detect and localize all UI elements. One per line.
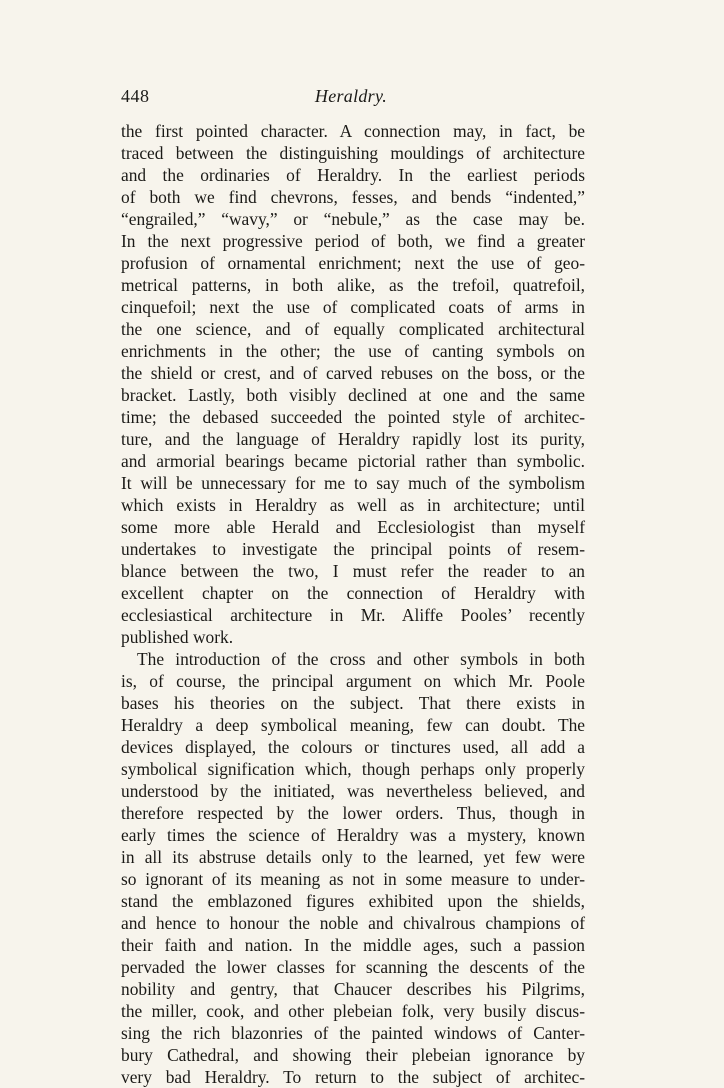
text-line: bracket. Lastly, both visibly declined at one and the same [121, 385, 585, 405]
text-line: the miller, cook, and other plebeian folk, very busily discus- [121, 1001, 585, 1021]
text-line: therefore respected by the lower orders. Thus, though in [121, 803, 585, 823]
text-line: and hence to honour the noble and chivalrous champions of [121, 913, 585, 933]
text-line: ture, and the language of Heraldry rapidly lost its purity, [121, 429, 585, 449]
text-line: metrical patterns, in both alike, as the trefoil, quatrefoil, [121, 275, 585, 295]
text-line: devices displayed, the colours or tinctures used, all add a [121, 737, 585, 757]
text-line: symbolical signification which, though perhaps only properly [121, 759, 585, 779]
text-line: early times the science of Heraldry was a mystery, known [121, 825, 585, 845]
text-line: and the ordinaries of Heraldry. In the earliest periods [121, 165, 585, 185]
text-line: excellent chapter on the connection of Heraldry with [121, 583, 585, 603]
text-line: profusion of ornamental enrichment; next the use of geo- [121, 253, 585, 273]
text-line: understood by the initiated, was nevertheless believed, and [121, 781, 585, 801]
text-line: The introduction of the cross and other symbols in both [137, 649, 585, 669]
text-line: undertakes to investigate the principal points of resem- [121, 539, 585, 559]
text-line: the first pointed character. A connection may, in fact, be [121, 121, 585, 141]
text-line: Heraldry a deep symbolical meaning, few can doubt. The [121, 715, 585, 735]
text-line: so ignorant of its meaning as not in some measure to under- [121, 869, 585, 889]
text-line: blance between the two, I must refer the reader to an [121, 561, 585, 581]
text-line: bury Cathedral, and showing their plebeian ignorance by [121, 1045, 585, 1065]
text-line: their faith and nation. In the middle ages, such a passion [121, 935, 585, 955]
text-line: and armorial bearings became pictorial rather than symbolic. [121, 451, 585, 471]
text-line: enrichments in the other; the use of canting symbols on [121, 341, 585, 361]
text-line: It will be unnecessary for me to say much of the symbolism [121, 473, 585, 493]
text-line: traced between the distinguishing mouldings of architecture [121, 143, 585, 163]
text-line: of both we find chevrons, fesses, and bends “indented,” [121, 187, 585, 207]
text-line: sing the rich blazonries of the painted windows of Canter- [121, 1023, 585, 1043]
text-line: the one science, and of equally complicated architectural [121, 319, 585, 339]
text-line: is, of course, the principal argument on which Mr. Poole [121, 671, 585, 691]
text-line: published work. [121, 627, 234, 647]
running-title: Heraldry. [314, 86, 388, 106]
text-line: In the next progressive period of both, we find a greater [121, 231, 585, 251]
text-line: cinquefoil; next the use of complicated coats of arms in [121, 297, 585, 317]
text-line: ecclesiastical architecture in Mr. Aliffe Pooles’ recently [121, 605, 585, 625]
text-line: in all its abstruse details only to the learned, yet few were [121, 847, 585, 867]
text-line: very bad Heraldry. To return to the subject of architec- [121, 1067, 585, 1087]
text-line: pervaded the lower classes for scanning the descents of the [121, 957, 585, 977]
text-line: some more able Herald and Ecclesiologist than myself [121, 517, 585, 537]
text-line: stand the emblazoned figures exhibited upon the shields, [121, 891, 585, 911]
page-header [121, 86, 581, 110]
text-line: the shield or crest, and of carved rebuses on the boss, or the [121, 363, 585, 383]
body-text [121, 120, 585, 1088]
text-line: time; the debased succeeded the pointed style of architec- [121, 407, 585, 427]
text-line: which exists in Heraldry as well as in architecture; until [121, 495, 585, 515]
text-line: nobility and gentry, that Chaucer describes his Pilgrims, [121, 979, 585, 999]
text-line: “engrailed,” “wavy,” or “nebule,” as the case may be. [121, 209, 585, 229]
page-number: 448 [121, 86, 150, 106]
text-line: bases his theories on the subject. That there exists in [121, 693, 585, 713]
